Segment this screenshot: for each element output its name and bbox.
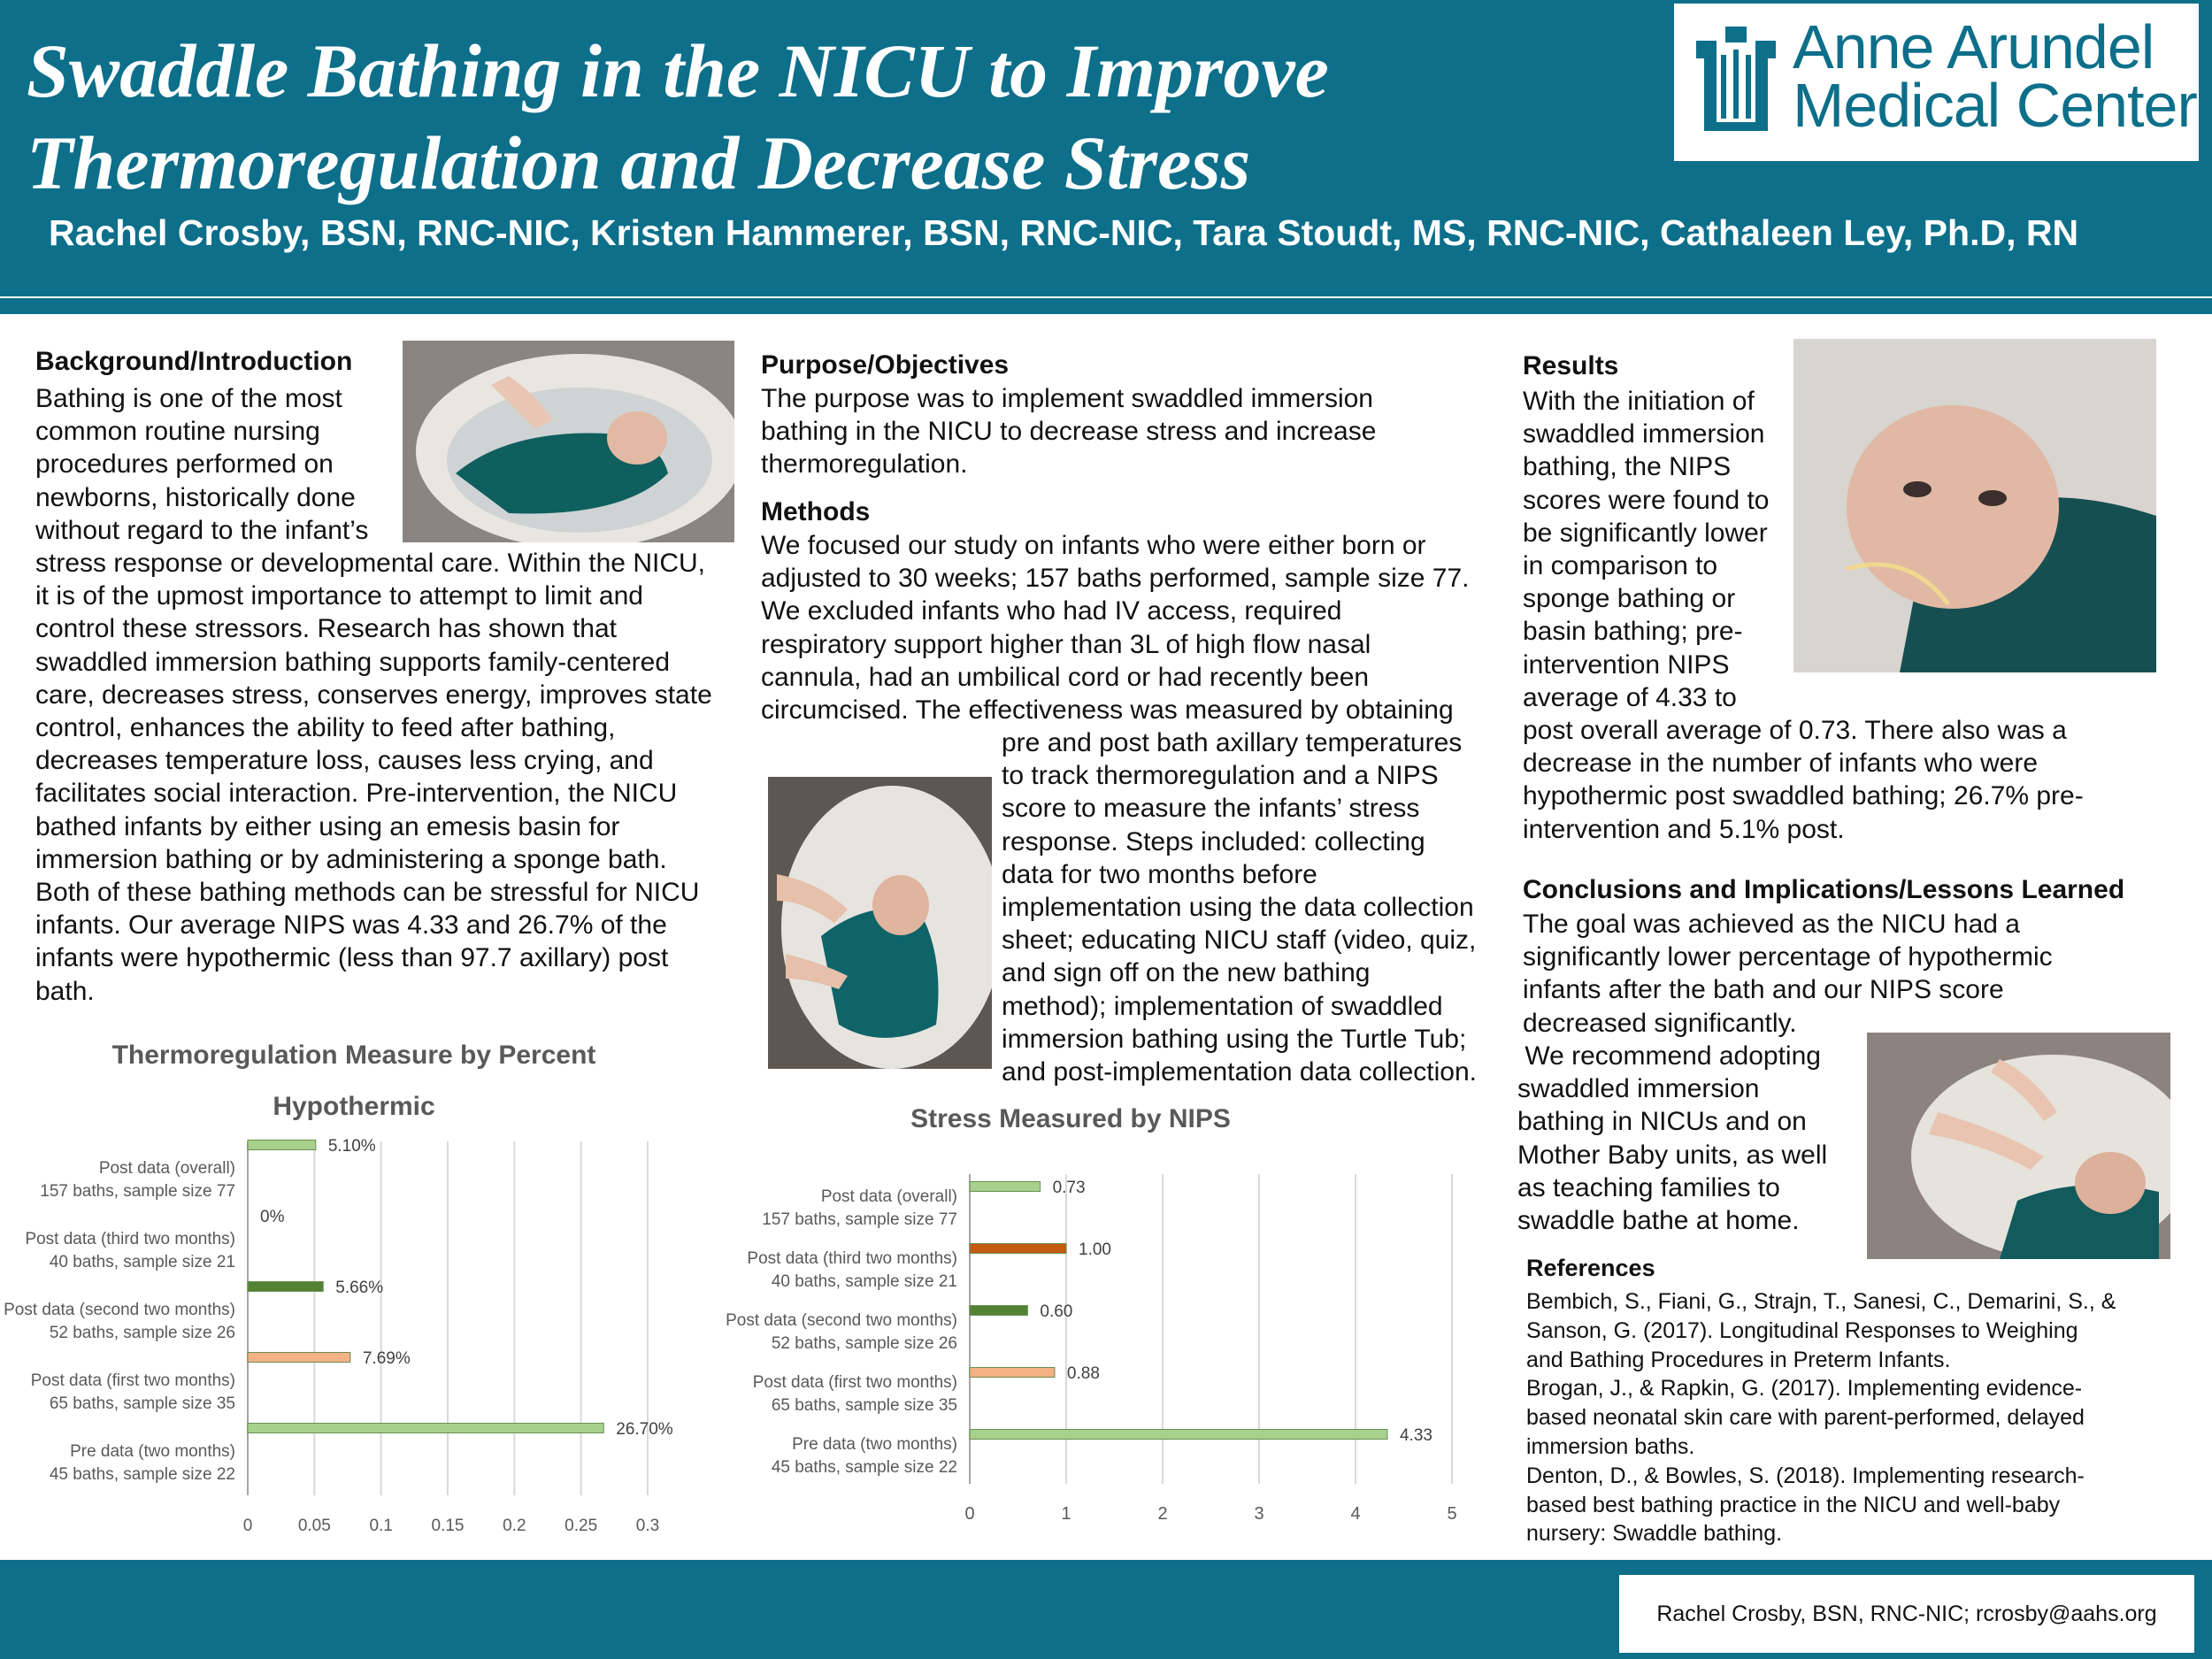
methods-text-continued: [1002, 726, 1477, 1088]
reference-line: Denton, D., & Bowles, S. (2018). Implementing research-: [1526, 1463, 2085, 1488]
data-label: 0.73: [1052, 1179, 1086, 1197]
x-tick-label: 2: [1157, 1504, 1168, 1524]
data-label: 0%: [260, 1208, 285, 1226]
text-line: procedures performed on: [35, 449, 334, 480]
text-line: post overall average of 0.73. There also was a: [1523, 716, 2067, 746]
text-line: bath.: [35, 976, 95, 1006]
x-tick-label: 0.2: [503, 1517, 526, 1535]
bar: [248, 1141, 316, 1150]
methods-heading: Methods: [761, 497, 871, 526]
data-label: 5.10%: [327, 1137, 376, 1156]
nips-chart: [699, 1164, 1478, 1524]
reference-line: based best bathing practice in the NICU and well-baby: [1526, 1492, 2061, 1517]
text-line: score to measure the infants’ stress: [1002, 794, 1420, 824]
text-line: data for two months before: [1002, 859, 1317, 889]
methods-text: [761, 529, 1469, 726]
text-line: thermoregulation.: [761, 449, 968, 480]
x-tick-label: 0.3: [635, 1517, 660, 1535]
reference-line: nursery: Swaddle bathing.: [1526, 1521, 1783, 1547]
bar: [970, 1182, 1041, 1192]
category-label: Post data (first two months): [752, 1373, 957, 1392]
category-label: Post data (first two months): [30, 1371, 235, 1390]
text-line: infants were hypothermic (less than 97.7 axillary) post: [35, 943, 669, 973]
text-line: without regard to the infant’s: [35, 515, 369, 545]
references-heading: References: [1526, 1255, 1655, 1281]
conclusions-text: [1523, 908, 2053, 1040]
nips-chart-svg: [699, 1164, 1478, 1524]
text-line: be significantly lower: [1523, 518, 1768, 548]
x-tick-label: 0: [964, 1504, 975, 1524]
contact-box: [1619, 1575, 2194, 1653]
text-line: stress response or developmental care. Within the NICU,: [35, 549, 705, 579]
text-line: cannula, had an umbilical cord or had recently been: [761, 662, 1370, 692]
text-line: significantly lower percentage of hypothermic: [1523, 942, 2053, 972]
text-line: newborns, historically done: [35, 482, 356, 512]
x-tick-label: 1: [1061, 1504, 1071, 1524]
text-line: bathing, the NIPS: [1523, 452, 1732, 482]
text-line: swaddled immersion: [1517, 1074, 1760, 1104]
category-label: 45 baths, sample size 22: [49, 1465, 235, 1484]
category-label: Pre data (two months): [792, 1435, 957, 1454]
thermoregulation-chart: [0, 1124, 690, 1535]
text-line: control, enhances the ability to feed after bathing,: [35, 713, 616, 743]
logo-line-1: Anne Arundel: [1793, 12, 2154, 81]
bar: [248, 1424, 603, 1433]
text-line: infants after the bath and our NIPS score: [1523, 975, 2004, 1005]
data-label: 1.00: [1079, 1240, 1111, 1259]
purpose-text: [761, 382, 1376, 481]
text-line: immersion bathing or by administering a sponge bath.: [35, 844, 667, 874]
reference-line: based neonatal skin care with parent-performed, delayed: [1526, 1405, 2085, 1431]
x-tick-label: 0.15: [431, 1517, 465, 1535]
background-heading: Background/Introduction: [35, 347, 353, 376]
bar: [970, 1368, 1055, 1378]
category-label: 52 baths, sample size 26: [771, 1334, 957, 1353]
conclusions-heading: Conclusions and Implications/Lessons Learned: [1523, 875, 2125, 904]
text-line: hypothermic post swaddled bathing; 26.7% pre-: [1523, 781, 2084, 811]
data-label: 0.88: [1066, 1364, 1100, 1383]
text-line: method); implementation of swaddled: [1002, 991, 1443, 1021]
recommendation-text: [1517, 1040, 1827, 1237]
poster-title: [27, 25, 1619, 209]
data-label: 4.33: [1399, 1426, 1432, 1445]
text-line: immersion bathing using the Turtle Tub;: [1002, 1024, 1467, 1054]
category-label: 52 baths, sample size 26: [49, 1324, 235, 1342]
x-tick-label: 3: [1254, 1504, 1264, 1524]
bar: [970, 1244, 1066, 1254]
text-line: We excluded infants who had IV access, required: [761, 596, 1342, 626]
category-label: Post data (third two months): [747, 1249, 957, 1268]
chart-title-nips: Stress Measured by NIPS: [910, 1104, 1231, 1133]
category-label: Post data (overall): [820, 1187, 957, 1206]
logo-line-2: Medical Center: [1793, 71, 2197, 140]
text-line: basin bathing; pre-: [1523, 617, 1743, 647]
text-line: to track thermoregulation and a NIPS: [1002, 761, 1439, 791]
hospital-logo: [1674, 4, 2199, 161]
text-line: The purpose was to implement swaddled immersion: [761, 384, 1373, 413]
text-line: swaddle bathe at home.: [1517, 1206, 1800, 1236]
reference-line: Bembich, S., Fiani, G., Strajn, T., Sanesi, C., Demarini, S., &: [1526, 1289, 2116, 1314]
text-line: Both of these bathing methods can be stressful for NICU: [35, 878, 700, 908]
purpose-heading: Purpose/Objectives: [761, 350, 1010, 380]
text-line: bathed infants by either using an emesis basin for: [35, 811, 620, 841]
reference-line: Sanson, G. (2017). Longitudinal Responses to Weighing: [1526, 1317, 2078, 1343]
text-line: scores were found to: [1523, 485, 1770, 515]
text-line: pre and post bath axillary temperatures: [1002, 728, 1463, 757]
text-line: Bathing is one of the most: [35, 384, 342, 413]
category-label: Pre data (two months): [70, 1442, 235, 1461]
text-line: as teaching families to: [1517, 1172, 1780, 1202]
header-divider: [0, 298, 2212, 314]
text-line: and sign off on the new bathing: [1002, 958, 1371, 988]
text-line: sheet; educating NICU staff (video, quiz,: [1002, 926, 1477, 956]
text-line: circumcised. The effectiveness was measured by obtaining: [761, 695, 1454, 726]
text-line: Mother Baby units, as well: [1517, 1140, 1828, 1170]
x-tick-label: 0.05: [297, 1517, 331, 1535]
results-heading: Results: [1523, 351, 1619, 380]
text-line: control these stressors. Research has shown that: [35, 614, 617, 644]
text-line: implementation using the data collection: [1002, 893, 1474, 923]
text-line: sponge bathing or: [1523, 584, 1736, 614]
text-line: swaddled immersion: [1523, 419, 1765, 449]
text-line: and post-implementation data collection.: [1002, 1057, 1477, 1087]
bar: [248, 1282, 323, 1292]
category-label: 65 baths, sample size 35: [771, 1396, 957, 1415]
author-list: Rachel Crosby, BSN, RNC-NIC, Kristen Hammerer, BSN, RNC-NIC, Tara Stoudt, MS, RNC-NIC, Cathaleen Ley, Ph.D, RN: [49, 212, 2079, 253]
category-label: 65 baths, sample size 35: [49, 1394, 235, 1413]
bar: [970, 1306, 1027, 1316]
logo-wordmark: [1793, 12, 2197, 140]
text-line: We focused our study on infants who were either born or: [761, 531, 1426, 560]
text-line: facilitates social interaction. Pre-intervention, the NICU: [35, 779, 678, 809]
category-label: 40 baths, sample size 21: [49, 1253, 235, 1271]
text-line: common routine nursing: [35, 417, 320, 447]
text-line: adjusted to 30 weeks; 157 baths performed, sample size 77.: [761, 564, 1470, 594]
reference-line: immersion baths.: [1526, 1433, 1695, 1459]
x-tick-label: 0.25: [565, 1517, 598, 1535]
poster-header: [0, 0, 2212, 296]
bar: [970, 1430, 1387, 1440]
text-line: respiratory support higher than 3L of high flow nasal: [761, 629, 1371, 659]
contact-text: Rachel Crosby, BSN, RNC-NIC; rcrosby@aahs.org: [1656, 1601, 2157, 1626]
text-line: With the initiation of: [1523, 387, 1755, 416]
text-line: decreased significantly.: [1523, 1008, 1797, 1038]
category-label: 157 baths, sample size 77: [40, 1182, 235, 1201]
data-label: 7.69%: [362, 1349, 411, 1368]
text-line: bathing in the NICU to decrease stress and increase: [761, 417, 1377, 447]
text-line: The goal was achieved as the NICU had a: [1523, 910, 2020, 939]
category-label: Post data (third two months): [25, 1230, 235, 1248]
title-line-2: Thermoregulation and Decrease Stress: [27, 120, 1251, 205]
data-label: 0.60: [1040, 1302, 1073, 1321]
references-list: [1526, 1287, 2116, 1548]
text-line: bathing in NICUs and on: [1517, 1107, 1807, 1137]
category-label: Post data (second two months): [726, 1311, 957, 1330]
category-label: 157 baths, sample size 77: [762, 1210, 957, 1229]
text-line: care, decreases stress, conserves energy, improves state: [35, 680, 712, 710]
text-line: intervention NIPS: [1523, 649, 1730, 680]
logo-emblem-icon: [1692, 23, 1780, 138]
reference-line: Brogan, J., & Rapkin, G. (2017). Implementing evidence-: [1526, 1376, 2083, 1402]
text-line: it is of the upmost importance to attempt to limit and: [35, 581, 643, 611]
bar: [248, 1353, 350, 1363]
text-line: decrease in the number of infants who were: [1523, 749, 2038, 779]
text-line: infants. Our average NIPS was 4.33 and 26.7% of the: [35, 910, 667, 941]
text-line: intervention and 5.1% post.: [1523, 814, 1845, 844]
x-tick-label: 5: [1447, 1504, 1457, 1524]
photo-baby-swaddled-in-tub: [403, 341, 734, 542]
text-line: in comparison to: [1523, 551, 1718, 581]
chart-title-thermoregulation: Thermoregulation Measure by Percent Hypothermic: [111, 1041, 596, 1121]
photo-family-swaddle-bath: [1867, 1033, 2170, 1259]
text-line: decreases temperature loss, causes less crying, and: [35, 746, 654, 776]
data-label: 5.66%: [335, 1279, 384, 1297]
text-line: swaddled immersion bathing supports family-centered: [35, 647, 671, 677]
data-label: 26.70%: [616, 1420, 673, 1439]
category-label: Post data (second two months): [4, 1301, 235, 1319]
category-label: 40 baths, sample size 21: [771, 1272, 957, 1291]
text-line: average of 4.33 to: [1523, 682, 1737, 712]
text-line: response. Steps included: collecting: [1002, 826, 1425, 856]
photo-baby-portrait: [1793, 339, 2156, 672]
thermoregulation-chart-svg: [0, 1124, 690, 1535]
category-label: Post data (overall): [98, 1159, 235, 1178]
text-line: We recommend adopting: [1517, 1041, 1821, 1071]
x-tick-label: 0: [242, 1517, 253, 1535]
reference-line: and Bathing Procedures in Preterm Infants.: [1526, 1347, 1951, 1372]
x-tick-label: 4: [1350, 1504, 1361, 1524]
x-tick-label: 0.1: [369, 1517, 393, 1535]
photo-baby-bathing-with-hands: [768, 777, 992, 1069]
category-label: 45 baths, sample size 22: [771, 1458, 957, 1477]
title-line-1: Swaddle Bathing in the NICU to Improve: [27, 28, 1329, 113]
